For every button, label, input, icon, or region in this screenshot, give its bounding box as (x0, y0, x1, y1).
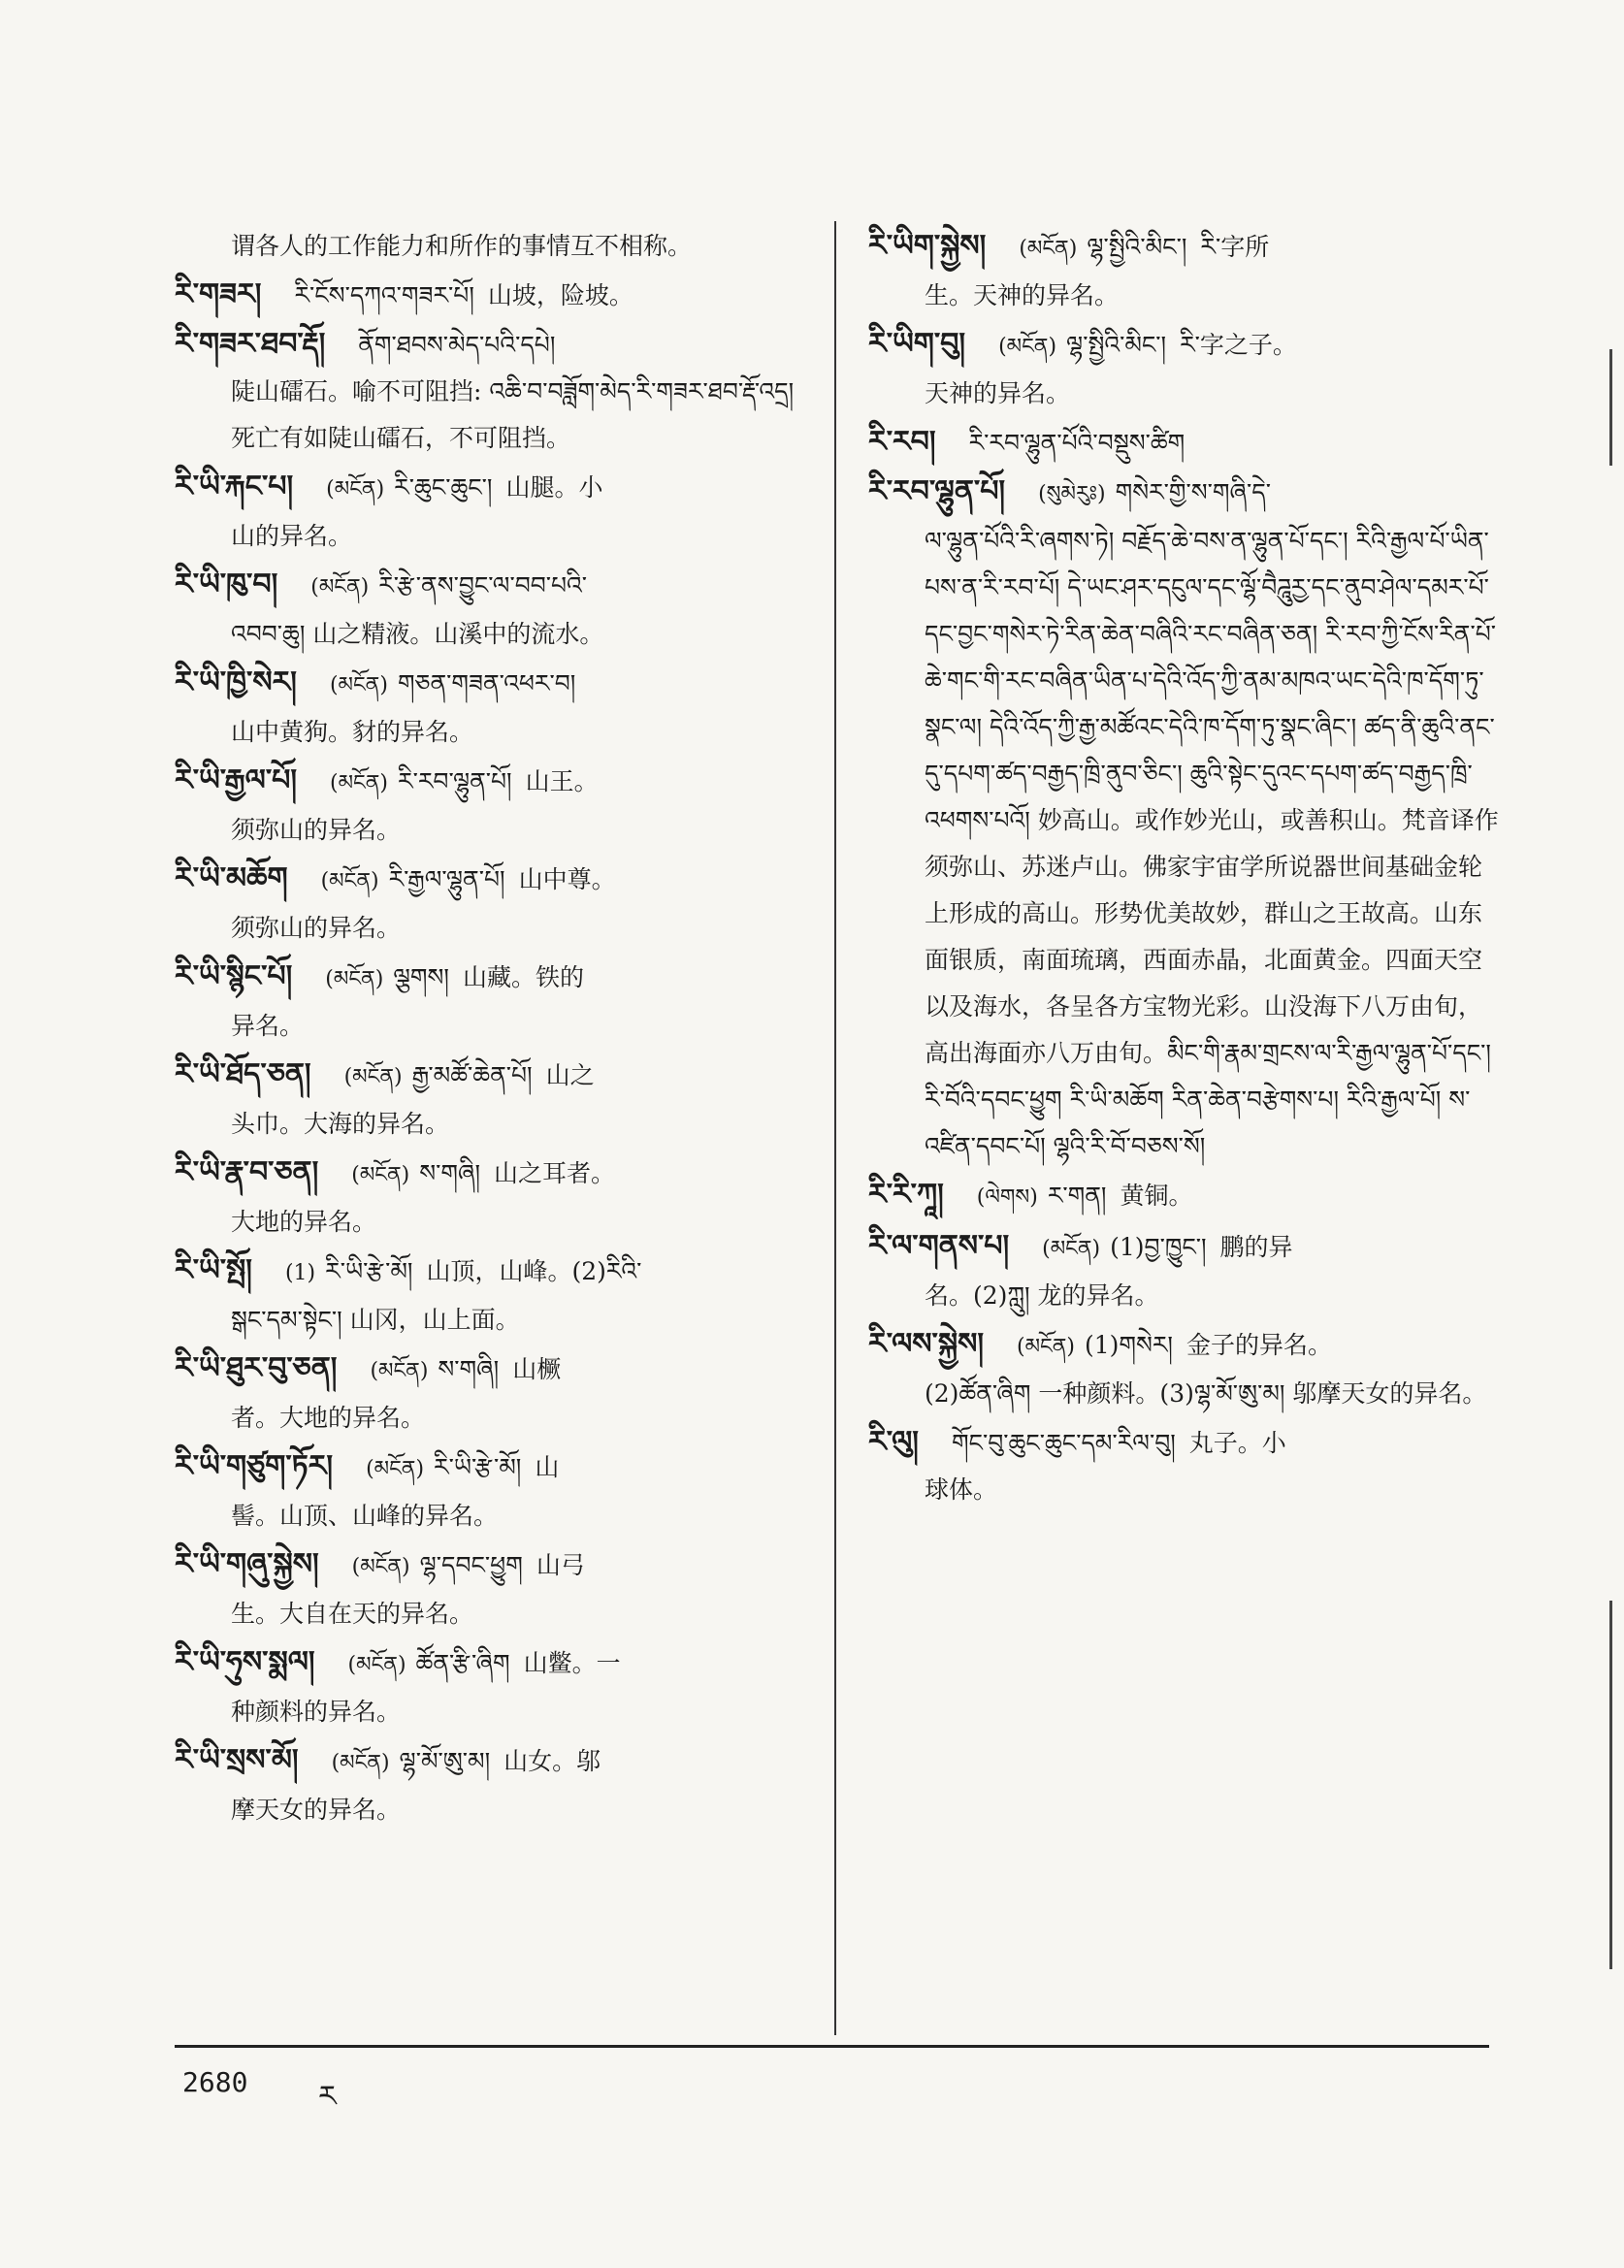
dictionary-entry (868, 469, 1499, 1170)
entry-headword: རི་ཡི་སྲས་མོ། (175, 1743, 299, 1777)
column-divider (834, 221, 836, 2035)
entry-continuation: 者。大地的异名。 (231, 1404, 426, 1432)
left-column (175, 223, 805, 1835)
entry-continuation: 天神的异名。 (925, 379, 1071, 407)
entry-tibetan-gloss: རྒྱ་མཚོ་ཆེན་པོ། (411, 1061, 533, 1089)
entry-chinese-gloss: རི་字所 (1200, 233, 1270, 261)
entry-chinese-gloss: 山腿。小 (505, 473, 603, 502)
left-entry-list (175, 272, 805, 1833)
dictionary-entry (175, 758, 805, 854)
entry-chinese-gloss: 山之 (545, 1061, 595, 1089)
entry-source-tag: (མངོན) (351, 1163, 410, 1187)
entry-source-tag: (མངོན) (1042, 1237, 1101, 1261)
entry-source-tag: (མངོན) (330, 771, 389, 795)
entry-tibetan-gloss: རི་རྒྱལ་ལྷུན་པོ། (388, 865, 505, 893)
entry-first-line (175, 272, 805, 319)
entry-headword: རི་ཡི་ཐོད་ཅན། (175, 1057, 311, 1091)
intro-text: 谓各人的工作能力和所作的事情互不相称。 (231, 232, 693, 260)
entry-first-line (175, 1737, 805, 1787)
entry-continuation: 生。天神的异名。 (925, 281, 1120, 309)
dictionary-entry (175, 1150, 805, 1246)
entry-headword: རི་ཡིག་སྐྱེས། (868, 229, 987, 263)
entry-tibetan-gloss: ལྷ་མོ་ཨུ་མ། (399, 1747, 491, 1775)
entry-first-line (175, 1345, 805, 1395)
entry-source-tag: (མངོན) (326, 477, 385, 502)
right-column (868, 223, 1499, 1515)
entry-first-line (175, 758, 805, 807)
entry-tibetan-gloss: གཅན་གཟན་འཕར་བ། (397, 669, 576, 697)
entry-first-line (175, 1541, 805, 1591)
entry-tibetan-gloss: རི་རབ་ལྷུན་པོའི་བསྡུས་ཚིག (968, 429, 1186, 457)
entry-continuation: ལ་ལྷུན་པོའི་རི་ཞགས་ཏེ། བརྗོད་ཆེ་བས་ན་ལྷུན་པོ་དང་། རིའི་རྒྱལ་པོ་ཡིན་པས་ན་རི་རབ་པོ། དེ་ཡང་ཤར་དངུལ་དང་ལྷོ་བཻཌཱུརྱ་དང་ནུབ་ཤེལ་དམར་པོ་དང་བྱང་གསེར་ཏེ་རིན་ཆེན་བཞིའི་རང་བཞིན་ཅན། རི་རབ་ཀྱི་ངོས་རིན་པོ་ཆེ་གང་གི་རང་བཞིན་ཡིན་པ་དེའི་འོད་ཀྱི་ནམ་མཁའ་ཡང་དེའི་ཁ་དོག་ཏུ་སྣང་ལ། དེའི་འོད་ཀྱི་རྒྱ་མཚོའང་དེའི་ཁ་དོག་ཏུ་སྣང་ཞིང་། ཚད་ནི་ཆུའི་ནང་དུ་དཔག་ཚད་བརྒྱད་ཁྲི་ནུབ་ཅིང་། ཆུའི་སྟེང་དུའང་དཔག་ཚད་བརྒྱད་ཁྲི་འཕགས་པའོ། 妙高山。或作妙光山，或善积山。梵音译作须弥山、苏迷卢山。佛家宇宙学所说器世间基础金轮上形成的高山。形势优美故妙，群山之王故高。山东面银质，南面琉璃，西面赤晶，北面黄金。四面天空以及海水，各呈各方宝物光彩。山没海下八万由旬，高出海面亦八万由旬。མིང་གི་རྣམ་གྲངས་ལ་རི་རྒྱལ་ལྷུན་པོ་དང་། རི་བོའི་དབང་ཕྱུག རི་ཡི་མཆོག རིན་ཆེན་བརྩེགས་པ། རིའི་རྒྱལ་པོ། ས་འཛིན་དབང་པོ། ལྷའི་རི་བོ་བཅས་སོ། (925, 527, 1499, 1160)
entry-first-line (175, 856, 805, 905)
entry-first-line (175, 321, 805, 369)
entry-continuation: 头巾。大海的异名。 (231, 1110, 450, 1138)
dictionary-entry (175, 1737, 805, 1833)
entry-continuation: 球体。 (925, 1475, 998, 1504)
entry-tibetan-gloss: ར་གན། (1047, 1182, 1107, 1210)
entry-headword: རི་ཡི་གཞུ་སྐྱེས། (175, 1547, 319, 1581)
entry-headword: རི་ཡིག་བུ། (868, 327, 966, 361)
entry-continuation: 大地的异名。 (231, 1208, 377, 1236)
entry-first-line (868, 321, 1499, 371)
entry-tibetan-gloss: ནོག་ཐབས་མེད་པའི་དཔེ། (358, 331, 556, 359)
entry-headword: རི་ཡི་ཧུས་སྨལ། (175, 1645, 315, 1679)
entry-source-tag: (མངོན) (1019, 237, 1078, 261)
entry-tibetan-gloss: ཚོན་རྩི་ཞིག (415, 1649, 510, 1677)
entry-chinese-gloss: 山女。邬 (503, 1747, 601, 1775)
entry-chinese-gloss: རི་字之子。 (1180, 331, 1297, 359)
entry-continuation: 须弥山的异名。 (231, 914, 402, 942)
section-letter: ར (318, 2080, 337, 2114)
entry-continuation: 摩天女的异名。 (231, 1796, 402, 1824)
entry-first-line (868, 1321, 1499, 1371)
entry-headword: རི་ཡི་ཐུར་བུ་ཅན། (175, 1351, 338, 1385)
entry-headword: རི་ཡི་སྙིང་པོ། (175, 959, 293, 993)
entry-tibetan-gloss: གོང་བུ་ཆུང་ཆུང་དམ་རིལ་བུ། (951, 1429, 1176, 1457)
entry-chinese-gloss: 鹏的异 (1219, 1233, 1293, 1261)
entry-chinese-gloss: 山中尊。 (518, 865, 616, 893)
dictionary-entry (175, 1247, 805, 1344)
entry-headword: རི་རབ་ལྷུན་པོ། (868, 474, 1006, 508)
entry-chinese-gloss: 山 (535, 1453, 560, 1481)
entry-tibetan-gloss: རི་རྩེ་ནས་བྱུང་ལ་བབ་པའི་ (378, 571, 588, 599)
entry-tibetan-gloss: རི་ཡི་རྩེ་མོ། (325, 1257, 413, 1285)
entry-tibetan-gloss: ས་གཞི། (438, 1355, 500, 1383)
entry-tibetan-gloss: རི་ཡི་རྩེ་མོ། (434, 1453, 522, 1481)
dictionary-entry (175, 272, 805, 319)
entry-continuation: འབབ་ཆུ། 山之精液。山溪中的流水。 (231, 620, 604, 648)
entry-chinese-gloss: 山弓 (536, 1551, 585, 1579)
entry-first-line (868, 1419, 1499, 1467)
entry-first-line (175, 660, 805, 709)
entry-source-tag: (སུམེརུཿ) (1038, 482, 1106, 506)
dictionary-entry (175, 1541, 805, 1637)
entry-continuation: 陡山礌石。喻不可阻挡: འཆི་བ་བཟློག་མེད་རི་གཟར་ཐབ་རྡོ་འདྲ། 死亡有如陡山礌石，不可阻挡。 (231, 377, 795, 452)
entry-tibetan-gloss: ས་གཞི། (419, 1159, 480, 1187)
entry-tibetan-gloss: གསེར་གྱི་ས་གཞི་དེ་ (1115, 478, 1271, 506)
entry-first-line (868, 1172, 1499, 1221)
dictionary-entry (175, 321, 805, 462)
dictionary-entry (175, 660, 805, 756)
dictionary-entry (175, 856, 805, 952)
entry-first-line (175, 1639, 805, 1689)
entry-first-line (175, 1052, 805, 1101)
entry-tibetan-gloss: (1)བྱ་ཁྱུང་། (1110, 1233, 1207, 1261)
dictionary-entry (175, 562, 805, 658)
entry-headword: རི་ཡི་རྣ་བ་ཅན། (175, 1155, 319, 1189)
entry-source-tag: (མངོན) (347, 1653, 406, 1677)
entry-source-tag: (མངོན) (370, 1359, 429, 1383)
dictionary-entry (868, 1172, 1499, 1221)
entry-tibetan-gloss: རི་ཆུང་ཆུང་། (394, 473, 493, 502)
entry-source-tag: (མངོན) (310, 575, 370, 599)
entry-continuation: 髻。山顶、山峰的异名。 (231, 1502, 499, 1530)
entry-headword: རི་ཡི་རྒྱལ་པོ། (175, 763, 298, 797)
entry-first-line (868, 1223, 1499, 1273)
entry-chinese-gloss: 山藏。铁的 (462, 963, 584, 991)
entry-headword: རི་ཡི་སྤོ། (175, 1253, 252, 1287)
entry-headword: རི་ལུ། (868, 1425, 919, 1459)
entry-first-line (868, 419, 1499, 467)
entry-source-tag: (མངོན) (1016, 1335, 1075, 1359)
dictionary-entry (868, 1321, 1499, 1417)
entry-continuation: 须弥山的异名。 (231, 816, 402, 844)
entry-source-tag: (མངོན) (320, 869, 379, 893)
entry-first-line (175, 1443, 805, 1493)
entry-first-line (868, 223, 1499, 273)
entry-continuation: སྒང་དམ་སྟེང་། 山冈，山上面。 (231, 1306, 520, 1334)
entry-source-tag: (མངོན) (343, 1065, 403, 1089)
entry-tibetan-gloss: ལྕགས། (393, 963, 449, 991)
entry-headword: རི་ཡི་གཙུག་ཏོར། (175, 1449, 334, 1483)
entry-tibetan-gloss: ལྷ་དབང་ཕྱུག (419, 1551, 523, 1579)
entry-headword: རི་ལས་སྐྱེས། (868, 1327, 984, 1361)
entry-headword: རི་ཡི་ཁུ་བ། (175, 567, 278, 601)
dictionary-entry (868, 321, 1499, 417)
scan-edge-mark (1609, 349, 1612, 466)
entry-source-tag: (མངོན) (351, 1555, 410, 1579)
entry-chinese-gloss: 丸子。小 (1188, 1429, 1286, 1457)
dictionary-entry (175, 1443, 805, 1539)
entry-headword: རི་རབ། (868, 425, 936, 459)
entry-continuation: 种颜料的异名。 (231, 1698, 402, 1726)
entry-chinese-gloss: 山橛 (512, 1355, 562, 1383)
entry-continuation: (2)ཚོན་ཞིག 一种颜料。(3)ལྷ་མོ་ཨུ་མ། 邬摩天女的异名。 (925, 1379, 1487, 1408)
entry-headword: རི་ལ་གནས་པ། (868, 1229, 1010, 1263)
entry-tibetan-gloss: རི་ངོས་དཀའ་གཟར་པོ། (294, 281, 474, 309)
dictionary-entry (868, 1419, 1499, 1513)
page-number: 2680 (182, 2066, 248, 2098)
entry-headword: རི་ཡི་མཆོག (175, 861, 288, 895)
entry-source-tag: (མངོན) (998, 335, 1057, 359)
dictionary-entry (868, 419, 1499, 467)
entry-source-tag: (ལེགས) (976, 1185, 1038, 1210)
entry-chinese-gloss: 山王。 (525, 767, 599, 795)
entry-headword: རི་གཟར་ཐབ་རྡོ། (175, 327, 326, 361)
entry-headword: རི་རི་ཀཱ། (868, 1178, 944, 1212)
entry-continuation: 名。(2)ཀླུ། 龙的异名。 (925, 1281, 1159, 1310)
footer-rule (175, 2045, 1489, 2048)
entry-first-line (868, 469, 1499, 518)
entry-source-tag: (མངོན) (366, 1457, 425, 1481)
entry-continuation: 山中黄狗。豺的异名。 (231, 718, 474, 746)
entry-headword: རི་གཟར། (175, 277, 262, 311)
entry-continuation: 山的异名。 (231, 522, 353, 550)
scan-edge-mark (1609, 1601, 1612, 1969)
entry-tibetan-gloss: ལྷ་སྤྱིའི་མིང་། (1066, 331, 1167, 359)
entry-first-line (175, 562, 805, 611)
entry-chinese-gloss: 山鳖。一 (523, 1649, 621, 1677)
entry-chinese-gloss: 山顶，山峰。(2)རིའི་ (426, 1257, 642, 1285)
dictionary-entry (175, 1345, 805, 1442)
entry-continuation: 生。大自在天的异名。 (231, 1600, 474, 1628)
dictionary-entry (175, 464, 805, 560)
entry-chinese-gloss: 金子的异名。 (1186, 1331, 1332, 1359)
dictionary-entry (175, 1052, 805, 1148)
right-entry-list (868, 223, 1499, 1513)
entry-headword: རི་ཡི་རྐང་པ། (175, 470, 294, 503)
entry-chinese-gloss: 黄铜。 (1120, 1182, 1193, 1210)
entry-tibetan-gloss: (1)གསེར། (1084, 1331, 1173, 1359)
entry-tibetan-gloss: རི་རབ་ལྷུན་པོ། (398, 767, 512, 795)
dictionary-entry (868, 1223, 1499, 1319)
entry-first-line (175, 464, 805, 513)
entry-source-tag: (མངོན) (331, 1751, 390, 1775)
entry-chinese-gloss: 山之耳者。 (494, 1159, 616, 1187)
entry-first-line (175, 1247, 805, 1297)
intro-continuation (175, 223, 805, 270)
entry-source-tag: (1) (284, 1261, 316, 1285)
dictionary-entry (175, 954, 805, 1050)
dictionary-entry (868, 223, 1499, 319)
dictionary-entry (175, 1639, 805, 1735)
entry-continuation: 异名。 (231, 1012, 305, 1040)
entry-first-line (175, 954, 805, 1003)
entry-source-tag: (མངོན) (325, 967, 384, 991)
entry-first-line (175, 1150, 805, 1199)
entry-headword: རི་ཡི་ཁྱི་སེར། (175, 665, 297, 699)
entry-tibetan-gloss: ལྷ་སྤྱིའི་མིང་། (1087, 233, 1187, 261)
entry-chinese-gloss: 山坡，险坡。 (487, 281, 633, 309)
entry-source-tag: (མངོན) (329, 673, 388, 697)
